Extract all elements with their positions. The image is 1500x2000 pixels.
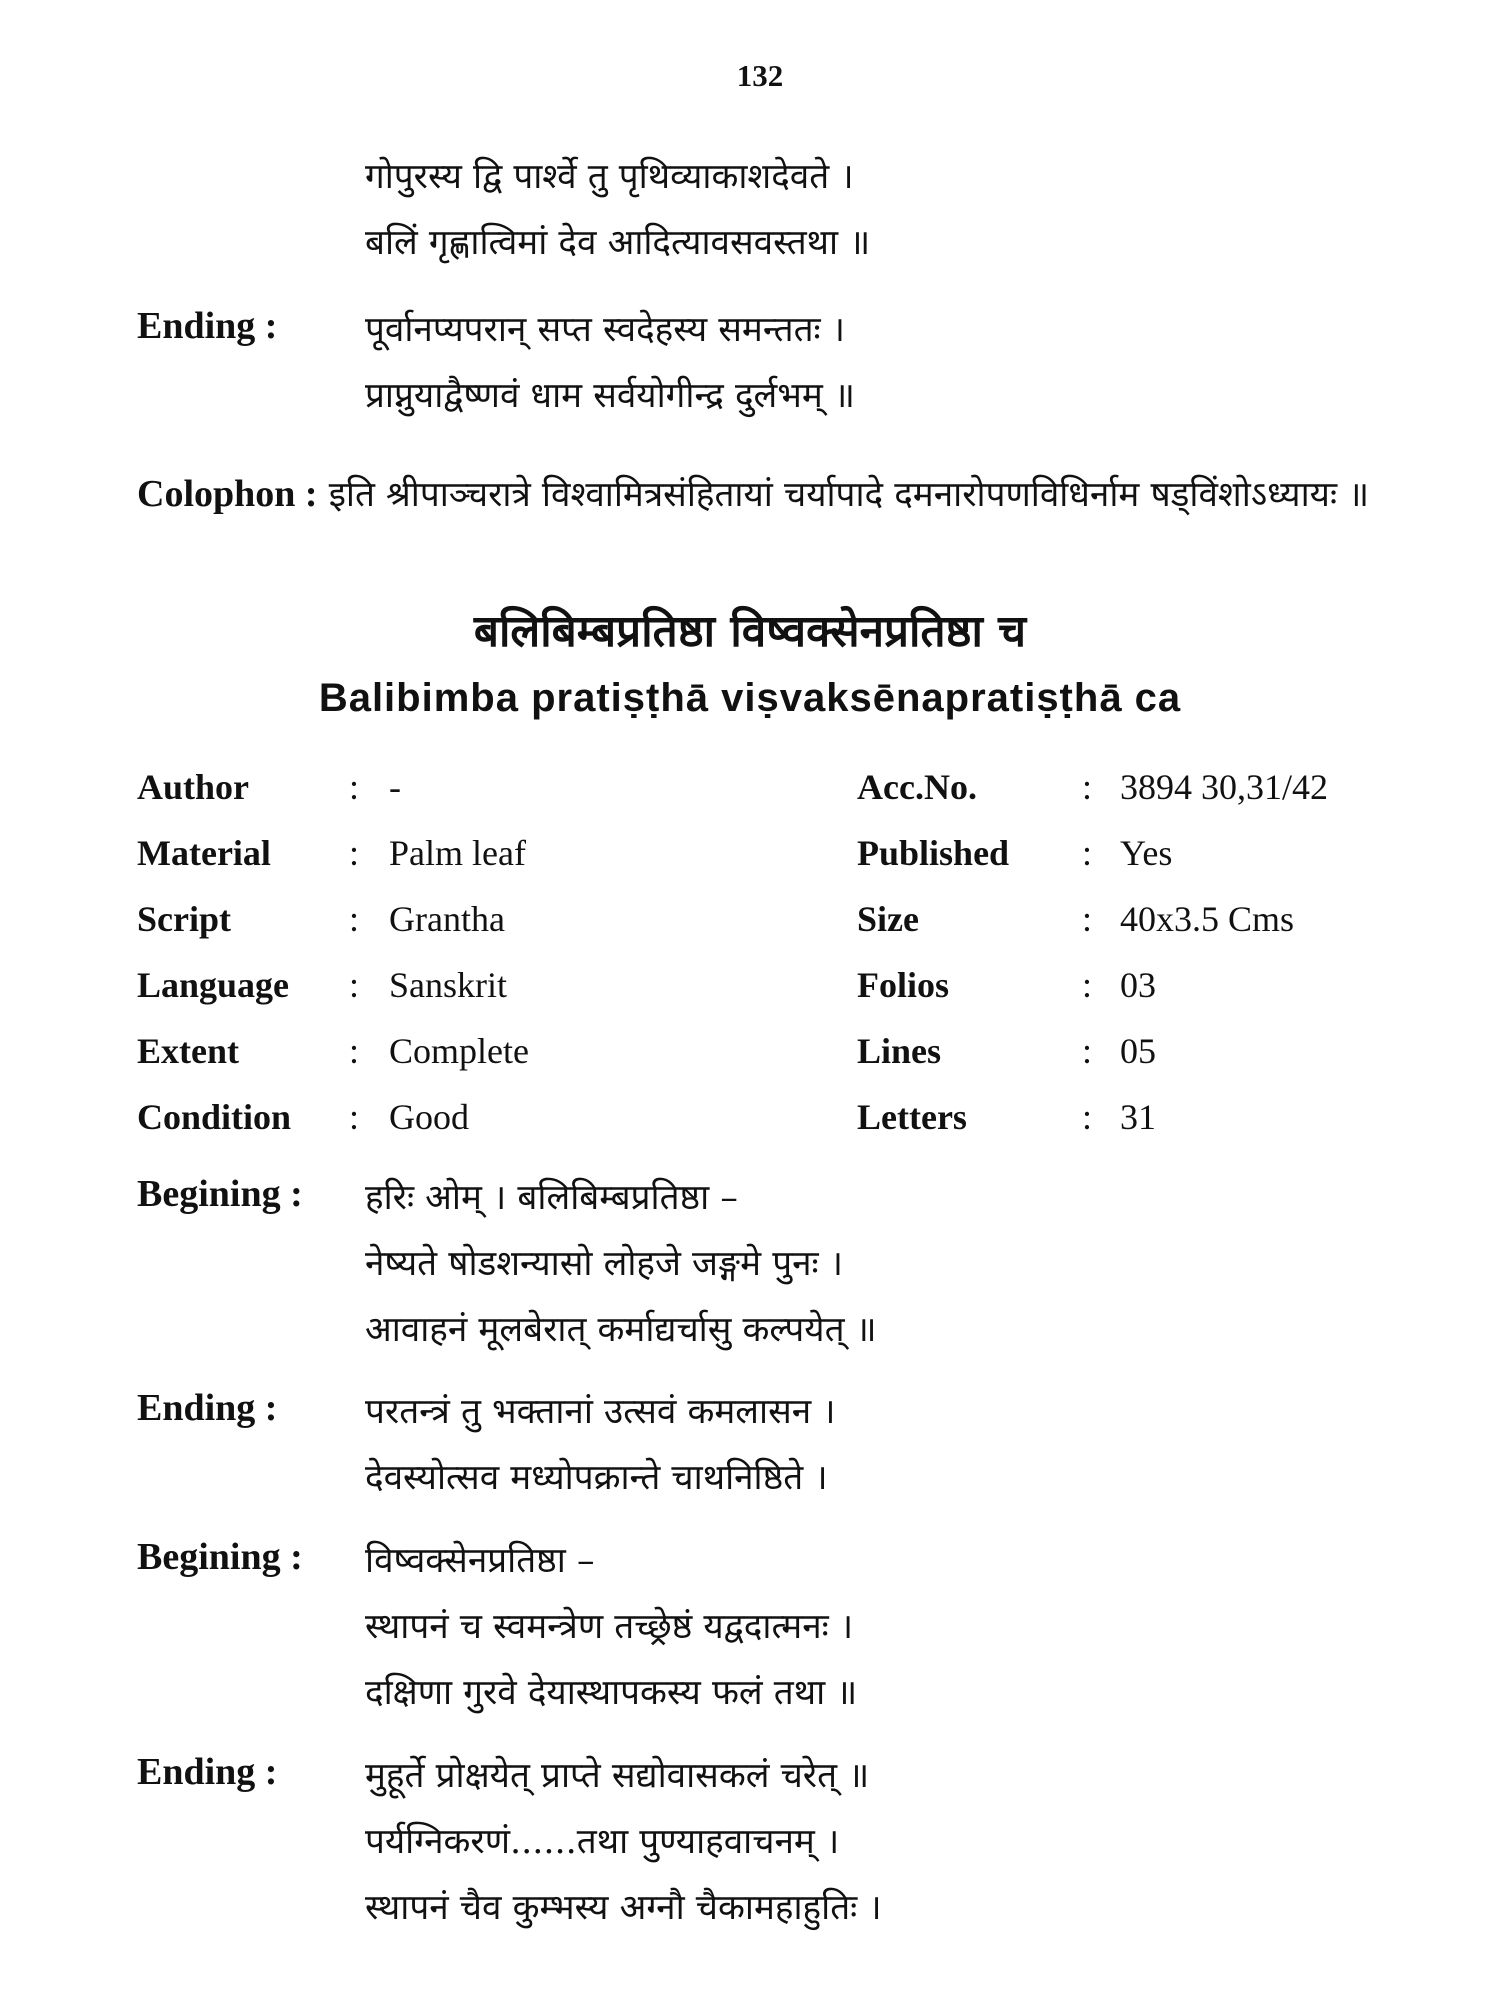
metadata-key: Extent [137,1031,239,1071]
metadata-key: Condition [137,1097,292,1137]
metadata-row [137,828,1377,894]
colophon-text: इति श्रीपाञ्चरात्रे विश्वामित्रसंहितायां चर्यापादे दमनारोपणविधिर्नाम षड्विंशोऽध्यायः ॥ [328,475,1370,515]
metadata-key: Folios [857,965,950,1005]
top-verse-line: गोपुरस्य द्वि पार्श्वे तु पृथिव्याकाशदेवते । [365,157,854,197]
metadata-separator: : [1082,1031,1093,1071]
metadata-value: 03 [1120,965,1156,1005]
ending-label: Ending : [137,1387,278,1429]
section-title-devanagari: बलिबिम्बप्रतिष्ठा विष्वक्सेनप्रतिष्ठा च [473,606,1027,657]
ending-verse-line: देवस्योत्सव मध्योपक्रान्ते चाथनिष्ठिते । [365,1458,828,1498]
metadata-separator: : [1082,767,1093,807]
metadata-row [137,762,1377,828]
top-verse-line: बलिं गृह्णात्विमां देव आदित्यावसवस्तथा ॥ [365,223,871,263]
metadata-key: Published [857,833,1010,873]
ending-verse-line: पर्यग्निकरणं......तथा पुण्याहवाचनम् । [365,1822,840,1862]
metadata-value: Sanskrit [389,965,508,1005]
metadata-value: 31 [1120,1097,1156,1137]
metadata-key: Size [857,899,919,939]
metadata-value: 40x3.5 Cms [1120,899,1295,939]
begining-verse-line: नेष्यते षोडशन्यासो लोहजे जङ्गमे पुनः । [365,1244,844,1284]
begining-label: Begining : [137,1536,303,1578]
ending-verse-line: परतन्त्रं तु भक्तानां उत्सवं कमलासन । [365,1392,836,1432]
ending-verse-line: मुहूर्ते प्रोक्षयेत् प्राप्ते सद्योवासकलं चरेत् ॥ [365,1756,870,1796]
metadata-separator: : [349,899,360,939]
ending-verse-line: स्थापनं चैव कुम्भस्य अग्नौ चैकामहाहुतिः । [365,1888,882,1928]
begining-verse-line: दक्षिणा गुरवे देयास्थापकस्य फलं तथा ॥ [365,1673,858,1713]
metadata-separator: : [1082,899,1093,939]
metadata-separator: : [349,1097,360,1137]
metadata-row [137,1026,1377,1092]
metadata-value: Yes [1120,833,1173,873]
metadata-value: 05 [1120,1031,1156,1071]
section-title-roman: Balibimba pratiṣṭhā viṣvaksēnapratiṣṭhā ca [318,676,1182,720]
metadata-row [137,1092,1377,1158]
begining-verse-line: आवाहनं मूलबेरात् कर्माद्यर्चासु कल्पयेत् ॥ [365,1310,877,1350]
metadata-separator: : [349,833,360,873]
metadata-separator: : [349,965,360,1005]
metadata-value: Grantha [389,899,505,939]
ending-verse-line: प्राप्नुयाद्वैष्णवं धाम सर्वयोगीन्द्र दुर्लभम् ॥ [365,376,855,416]
metadata-key: Author [137,767,250,807]
begining-verse-line: हरिः ओम् । बलिबिम्बप्रतिष्ठा – [365,1178,738,1218]
metadata-value: Good [389,1097,469,1137]
colophon [137,460,1392,529]
begining-verse-line: स्थापनं च स्वमन्त्रेण तच्छ्रेष्ठं यद्वदात्मनः । [365,1607,854,1647]
colophon-label: Colophon : [137,473,318,515]
metadata-key: Acc.No. [857,767,977,807]
ending-verse-line: पूर्वानप्यपरान् सप्त स्वदेहस्य समन्ततः । [365,310,846,350]
metadata-key: Language [137,965,290,1005]
metadata-table [137,762,1377,1158]
metadata-row [137,960,1377,1026]
page-number: 132 [736,58,784,93]
metadata-separator: : [1082,833,1093,873]
metadata-separator: : [349,1031,360,1071]
ending-label: Ending : [137,1751,278,1793]
metadata-value: Palm leaf [389,833,526,873]
begining-verse-line: विष्वक्सेनप्रतिष्ठा – [365,1541,595,1581]
metadata-separator: : [1082,1097,1093,1137]
begining-label: Begining : [137,1173,303,1215]
metadata-value: 3894 30,31/42 [1120,767,1329,807]
ending-label: Ending : [137,305,278,347]
metadata-value: Complete [389,1031,529,1071]
metadata-separator: : [1082,965,1093,1005]
metadata-key: Material [137,833,271,873]
metadata-key: Script [137,899,231,939]
metadata-row [137,894,1377,960]
metadata-key: Lines [857,1031,942,1071]
metadata-key: Letters [857,1097,967,1137]
metadata-value: - [389,767,401,807]
metadata-separator: : [349,767,360,807]
